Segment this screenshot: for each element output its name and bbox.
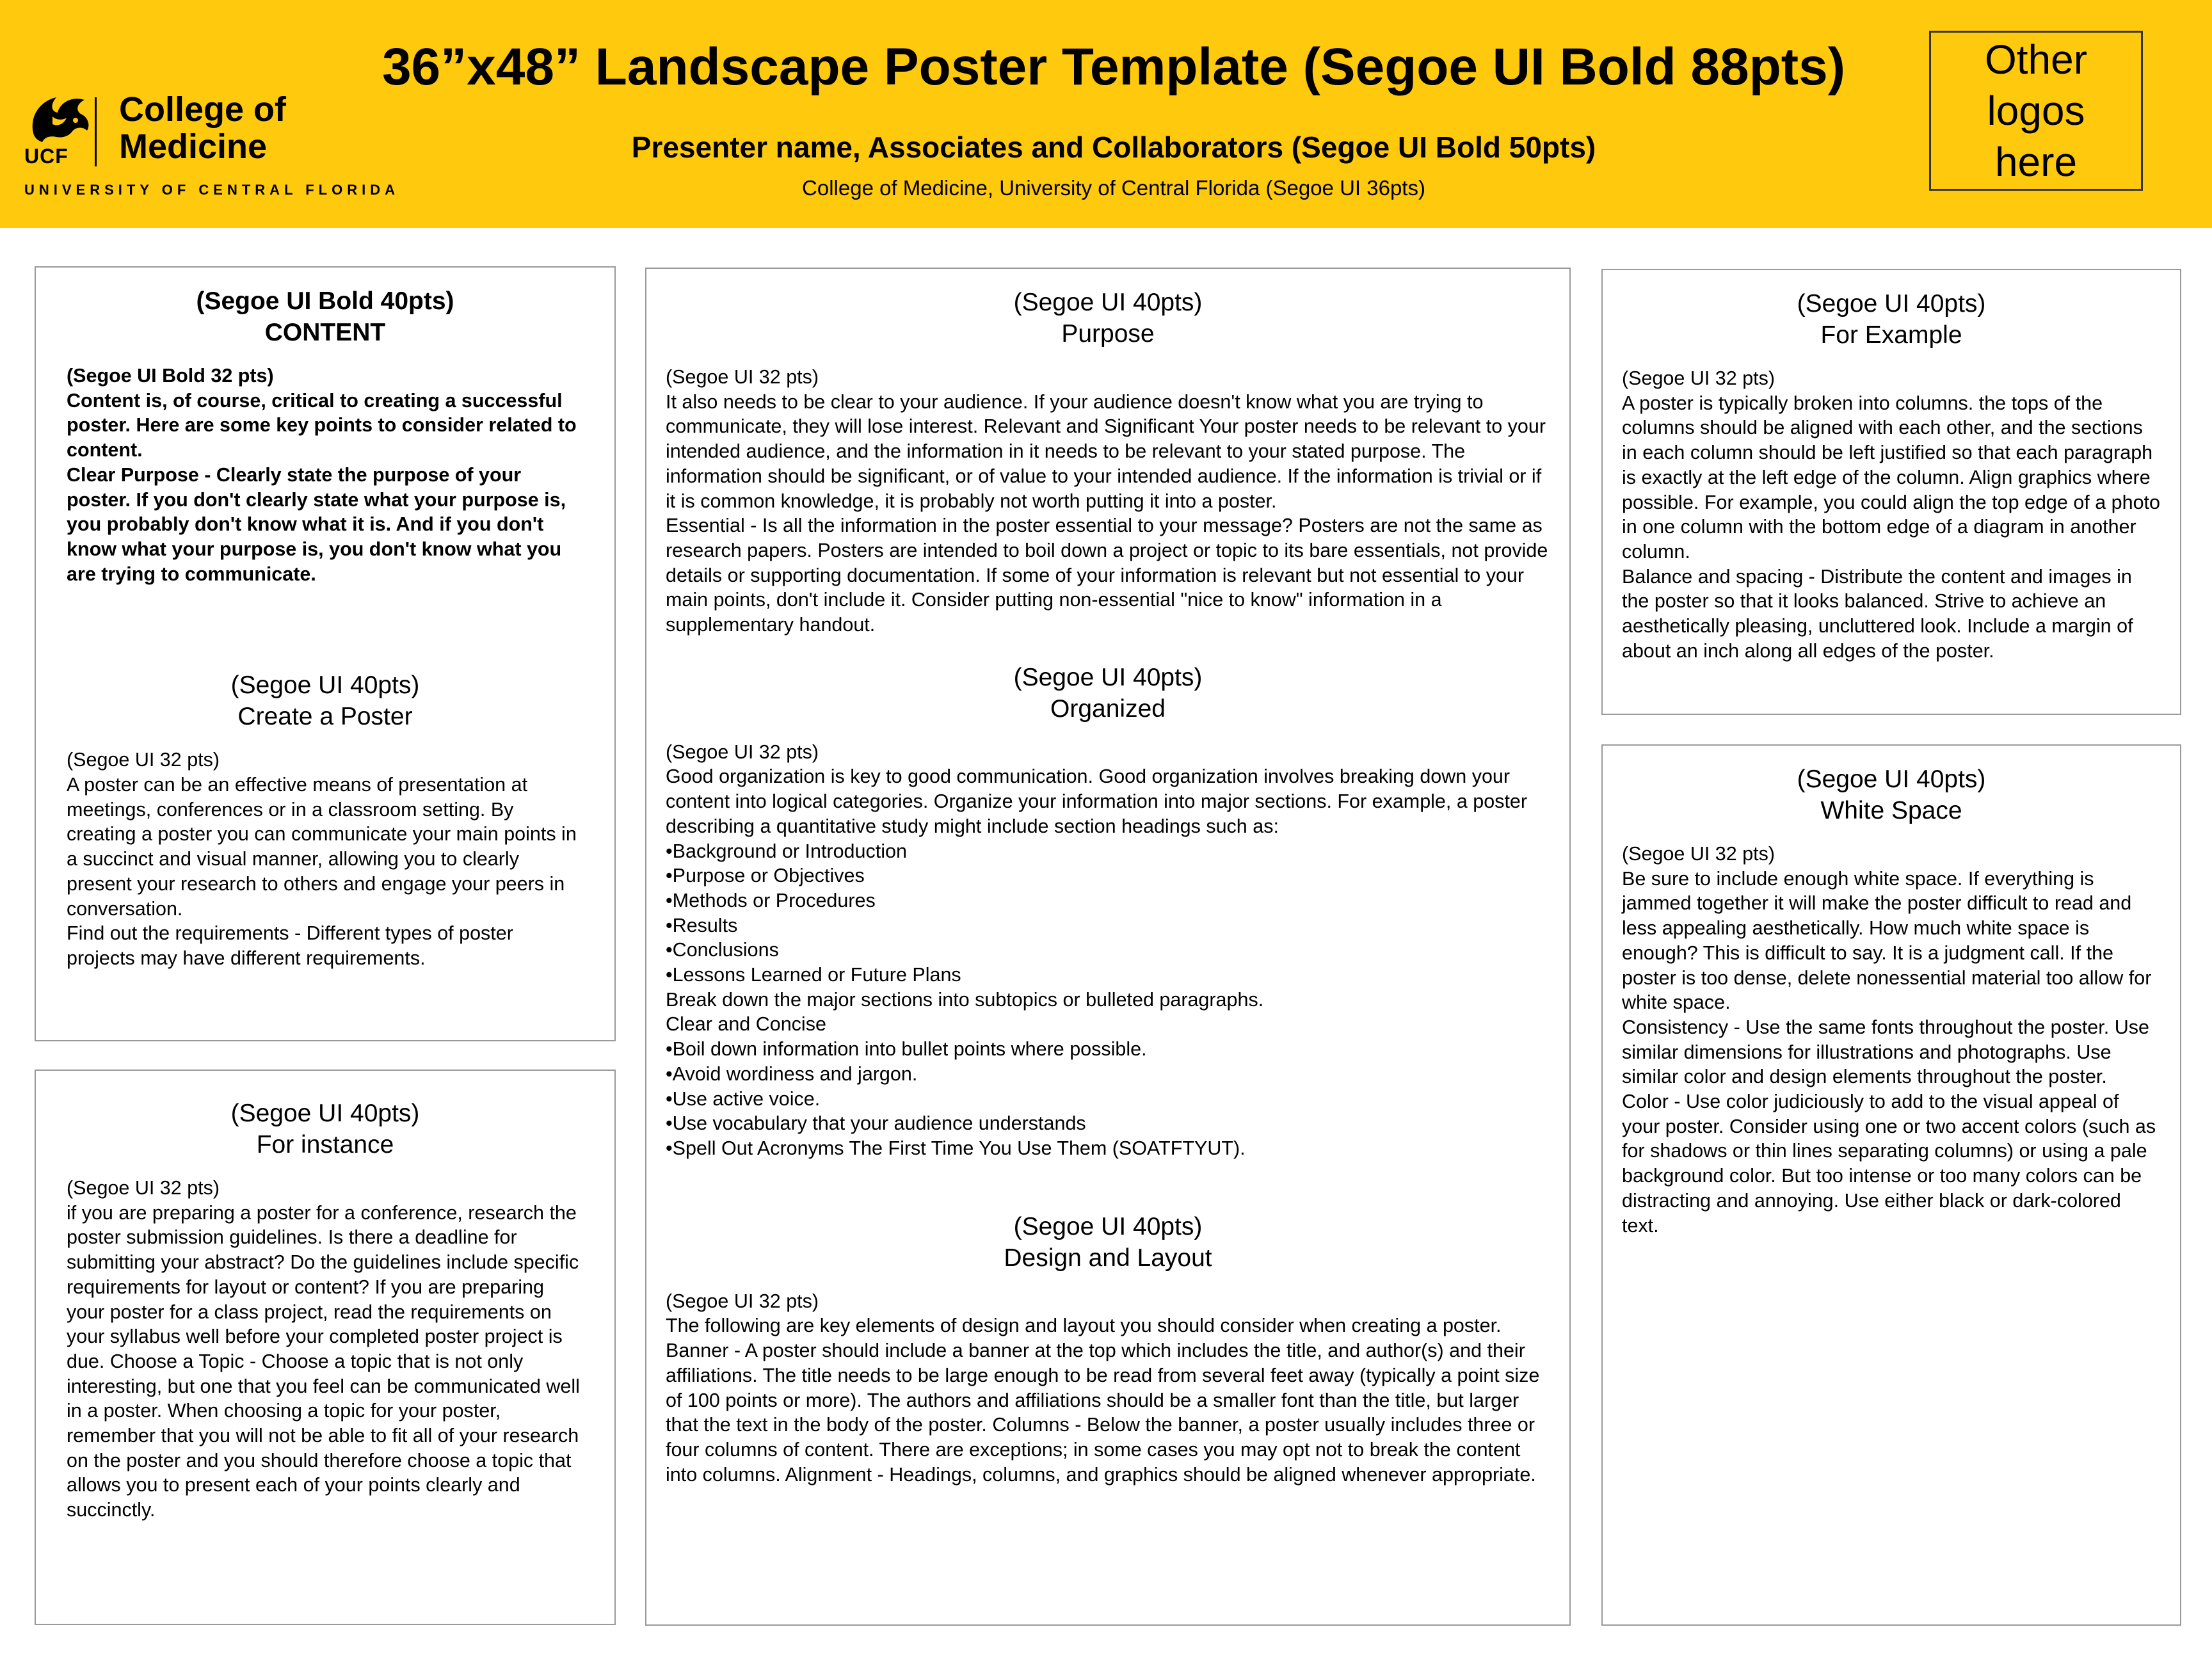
purpose-body: (Segoe UI 32 pts) It also needs to be clear to your audience. If your audience doesn't know what you are trying to communicate, they will lose interest. Relevant and Significant Your poster needs to be relevant to your intended audience, and the information in it needs to be relevant to your stated purpose. The information should be significant, or of value to your intended audience. If the information is trivial or if it is common knowledge, it is probably not worth putting it into a poster. Essential - Is all the information in the poster essential to your message? Posters are not the same as research papers. Posters are intended to boil down a project or topic to its bare essentials, not provide details or supporting documentation. If some of your information is relevant but not essential to your main points, don't include it. Consider putting non-essential "nice to know" information in a supplementary handout.	[666, 366, 1548, 636]
organized-body: (Segoe UI 32 pts) Good organization is key to good communication. Good organization involves breaking down your content into logical categories. Organize your information into major sections. For example, a poster describing a quantitative study might include section headings such as: •Background or Introduction •Purpose or Objectives •Methods or Procedures •Results •Conclusions •Lessons Learned or Future Plans Break down the major sections into subtopics or bulleted paragraphs. Clear and Concise •Boil down information into bullet points where possible. •Avoid wordiness and jargon. •Use active voice. •Use vocabulary that your audience understands •Spell Out Acronyms The First Time You Use Them (SOATFTYUT).	[666, 741, 1528, 1159]
poster-banner	[0, 0, 2212, 228]
white-space-heading: White Space	[1820, 797, 1962, 824]
affiliation: College of Medicine, University of Central Florida (Segoe UI 36pts)	[802, 176, 1425, 200]
logo-divider	[95, 97, 97, 166]
for-instance-heading: For instance	[256, 1131, 394, 1158]
other-logos-placeholder	[1929, 31, 2143, 191]
content-body: (Segoe UI Bold 32 pts) Content is, of course, critical to creating a successful poster. Here are some key points to consider related to content. Clear Purpose - Clearly state the purpose of your poster. If you don't clearly state what your purpose is, you probably don't know what it is. And if you don't know what your purpose is, you don't know what you are trying to communicate.	[67, 365, 577, 585]
logo-university-name: UNIVERSITY OF CENTRAL FLORIDA	[24, 182, 399, 198]
presenter-names: Presenter name, Associates and Collaborators (Segoe UI Bold 50pts)	[631, 131, 1596, 164]
content-heading: CONTENT	[264, 319, 386, 346]
ucf-abbreviation: UCF	[24, 145, 68, 168]
logo-college-name	[119, 91, 286, 165]
logo-line-2: Medicine	[119, 127, 268, 166]
purpose-heading-note: (Segoe UI 40pts)	[1013, 289, 1203, 316]
organized-heading: Organized	[1050, 694, 1166, 723]
design-layout-body: (Segoe UI 32 pts) The following are key elements of design and layout you should consider when creating a poster. Banner - A poster should include a banner at the top which includes the title, and author(s) and their affiliations. The title needs to be large enough to be read from several feet away (typically a point size of 100 points or more). The authors and affiliations should be a smaller font than the title, but larger that the text in the body of the poster. Columns - Below the banner, a poster usually includes three or four columns of content. There are exceptions; in some cases you may opt not to break the content into columns. Alignment - Headings, columns, and graphics should be aligned whenever appropriate.	[666, 1290, 1540, 1486]
poster-title: 36”x48” Landscape Poster Template (Segoe UI Bold 88pts)	[381, 38, 1846, 96]
create-poster-heading-note: (Segoe UI 40pts)	[230, 671, 420, 700]
create-poster-body: (Segoe UI 32 pts) A poster can be an effective means of presentation at meetings, conferences or in a classroom setting. By creating a poster you can communicate your main points in a succinct and visual manner, allowing you to clearly present your research to others and engage your peers in conversation. Find out the requirements - Different types of poster projects may have different requirements.	[67, 749, 577, 969]
create-poster-heading: Create a Poster	[237, 703, 413, 731]
white-space-body: (Segoe UI 32 pts) Be sure to include enough white space. If everything is jammed together it will make the poster difficult to read and less appealing aesthetically. How much white space is enough? This is difficult to say. It is a judgment call. If the poster is too dense, delete nonessential material too allow for white space. Consistency - Use the same fonts throughout the poster. Use similar dimensions for illustrations and photographs. Use similar color and design elements throughout the poster. Color - Use color judiciously to add to the visual appeal of your poster. Consider using one or two accent colors (such as for shadows or thin lines separating columns) or using a pale background color. But too intense or too many colors can be distracting and annoying. Use either black or dark-colored text.	[1622, 843, 2156, 1237]
logo-line-1: College of	[119, 90, 287, 129]
purpose-heading: Purpose	[1061, 320, 1155, 348]
for-example-heading-note: (Segoe UI 40pts)	[1797, 290, 1986, 317]
for-instance-heading-note: (Segoe UI 40pts)	[230, 1100, 420, 1127]
content-heading-note: (Segoe UI Bold 40pts)	[196, 287, 454, 315]
design-layout-heading: Design and Layout	[1004, 1244, 1212, 1272]
for-example-body: (Segoe UI 32 pts) A poster is typically broken into columns. the tops of the columns should be aligned with each other, and the sections in each column should be left justified so that each paragraph is exactly at the left edge of the column. Align graphics where possible. For example, you could align the top edge of a photo in one column with the bottom edge of a diagram in another column. Balance and spacing - Distribute the content and images in the poster so that it looks balanced. Strive to achieve an aesthetically pleasing, uncluttered look. Include a margin of about an inch along all edges of the poster.	[1622, 367, 2160, 662]
design-layout-heading-note: (Segoe UI 40pts)	[1013, 1212, 1203, 1240]
for-instance-body: (Segoe UI 32 pts) if you are preparing a poster for a conference, research the poster submission guidelines. Is there a deadline for submitting your abstract? Do the guidelines include specific requirements for layout or content? If you are preparing your poster for a class project, read the requirements on your syllabus well before your completed poster project is due. Choose a Topic - Choose a topic that is not only interesting, but one that you feel can be communicated well in a poster. When choosing a topic for your poster, remember that you will not be able to fit all of your research on the poster and you should therefore choose a topic that allows you to present each of your points clearly and succinctly.	[67, 1177, 580, 1521]
other-logos-text: Other logos here	[1984, 36, 2088, 185]
content-panel	[35, 266, 616, 1041]
pegasus-icon	[24, 91, 96, 187]
middle-panel	[645, 268, 1571, 1626]
white-space-panel	[1601, 744, 2181, 1626]
organized-heading-note: (Segoe UI 40pts)	[1013, 663, 1203, 691]
white-space-heading-note: (Segoe UI 40pts)	[1797, 765, 1986, 793]
for-example-heading: For Example	[1820, 321, 1962, 349]
for-instance-panel	[35, 1070, 616, 1625]
for-example-panel	[1601, 269, 2181, 715]
